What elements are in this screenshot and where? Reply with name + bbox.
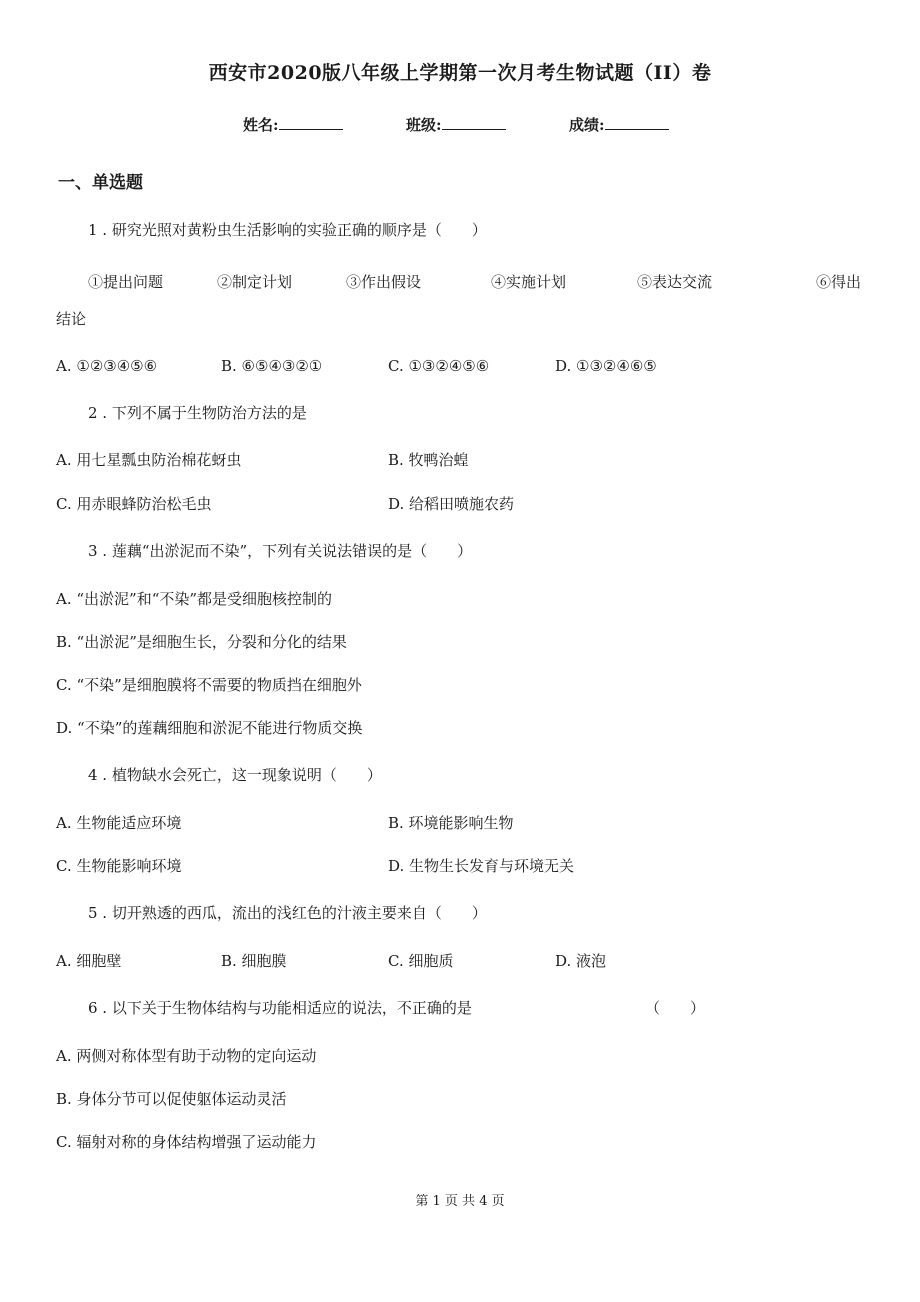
q6-option-c: C. 辐射对称的身体结构增强了运动能力 <box>56 1133 317 1151</box>
page-footer: 第 1 页 共 4 页 <box>415 1194 505 1209</box>
question-3-stem: 3 . 莲藕“出淤泥而不染”，下列有关说法错误的是（ ） <box>88 542 473 560</box>
section-heading: 一、单选题 <box>58 173 143 193</box>
question-2-stem: 2 . 下列不属于生物防治方法的是 <box>88 404 307 422</box>
q3-option-c: C. “不染”是细胞膜将不需要的物质挡在细胞外 <box>56 676 362 694</box>
q6-option-a: A. 两侧对称体型有助于动物的定向运动 <box>56 1047 317 1065</box>
q6-option-b: B. 身体分节可以促使躯体运动灵活 <box>56 1090 287 1108</box>
q4-option-d: D. 生物生长发育与环境无关 <box>388 857 575 875</box>
question-6-paren: （ ） <box>645 999 706 1017</box>
page-title: 西安市2020版八年级上学期第一次月考生物试题（II）卷 <box>208 62 712 84</box>
q4-option-b: B. 环境能影响生物 <box>388 814 514 832</box>
score-field <box>569 114 669 135</box>
q3-option-b: B. “出淤泥”是细胞生长，分裂和分化的结果 <box>56 633 347 651</box>
q1-item: ⑤表达交流 <box>637 273 713 291</box>
q1-option-c: C. ①③②④⑤⑥ <box>388 357 490 375</box>
q2-option-a: A. 用七星瓢虫防治棉花蚜虫 <box>56 451 242 469</box>
q3-option-a: A. “出淤泥”和“不染”都是受细胞核控制的 <box>56 590 333 608</box>
q4-option-a: A. 生物能适应环境 <box>56 814 182 832</box>
name-blank <box>279 115 343 130</box>
question-1-stem: 1 . 研究光照对黄粉虫生活影响的实验正确的顺序是（ ） <box>88 221 487 239</box>
score-blank <box>605 115 669 130</box>
score-label: 成绩: <box>569 116 605 134</box>
q4-option-c: C. 生物能影响环境 <box>56 857 182 875</box>
name-field <box>243 114 343 135</box>
class-label: 班级: <box>406 116 442 134</box>
class-field <box>406 114 506 135</box>
q2-option-d: D. 给稻田喷施农药 <box>388 495 515 513</box>
name-label: 姓名: <box>243 116 279 134</box>
q5-option-d: D. 液泡 <box>555 952 607 970</box>
q1-option-a: A. ①②③④⑤⑥ <box>56 357 158 375</box>
q2-option-c: C. 用赤眼蜂防治松毛虫 <box>56 495 212 513</box>
question-5-stem: 5 . 切开熟透的西瓜，流出的浅红色的汁液主要来自（ ） <box>88 904 487 922</box>
q1-item: ④实施计划 <box>491 273 567 291</box>
q1-option-b: B. ⑥⑤④③②① <box>221 357 323 375</box>
q1-item-wrap: 结论 <box>56 310 87 328</box>
q1-item: ③作出假设 <box>346 273 422 291</box>
q5-option-c: C. 细胞质 <box>388 952 454 970</box>
q1-item: ①提出问题 <box>88 273 164 291</box>
class-blank <box>442 115 506 130</box>
q5-option-a: A. 细胞壁 <box>56 952 122 970</box>
question-6-stem: 6 . 以下关于生物体结构与功能相适应的说法，不正确的是 <box>88 999 472 1017</box>
q1-option-d: D. ①③②④⑥⑤ <box>555 357 657 375</box>
q1-item: ②制定计划 <box>217 273 293 291</box>
question-4-stem: 4 . 植物缺水会死亡，这一现象说明（ ） <box>88 766 382 784</box>
q5-option-b: B. 细胞膜 <box>221 952 287 970</box>
q3-option-d: D. “不染”的莲藕细胞和淤泥不能进行物质交换 <box>56 719 363 737</box>
q1-item: ⑥得出 <box>816 273 862 291</box>
q2-option-b: B. 牧鸭治蝗 <box>388 451 469 469</box>
